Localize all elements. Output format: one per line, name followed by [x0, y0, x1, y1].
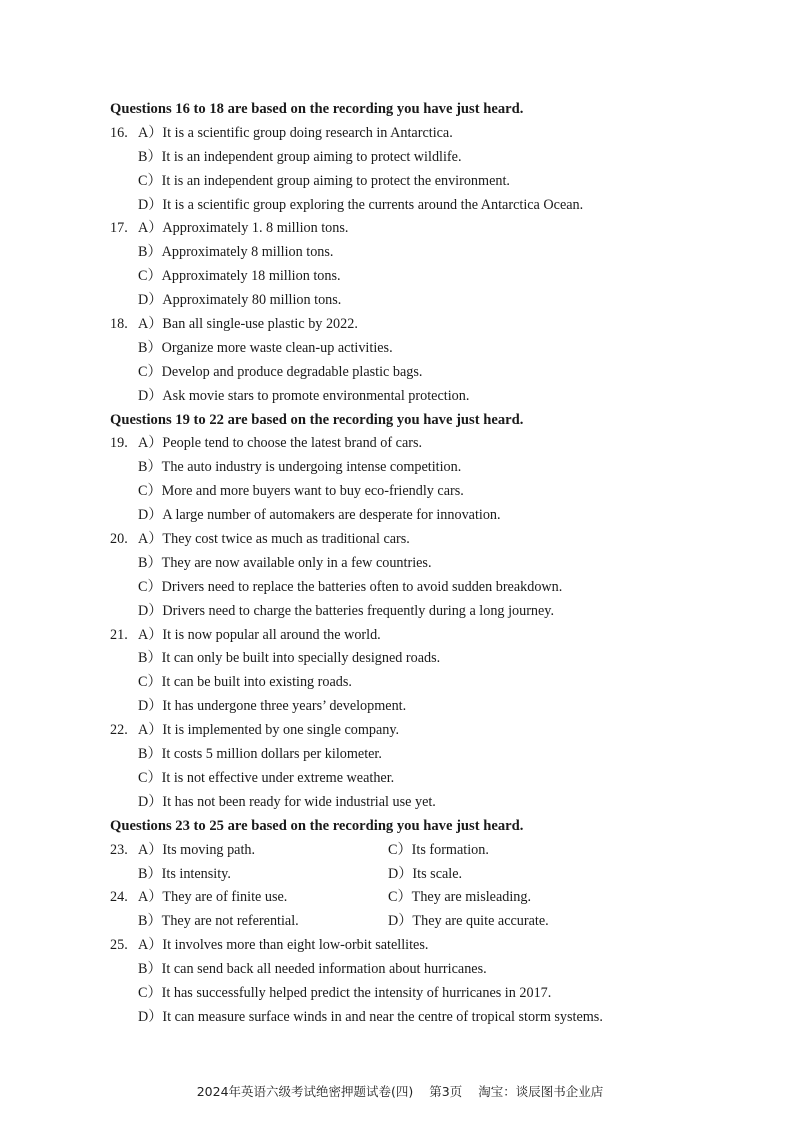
option-c: C）Drivers need to replace the batteries often to avoid sudden breakdown. — [138, 578, 563, 595]
option-a: A）It involves more than eight low-orbit satellites. — [138, 937, 429, 954]
question-number: 21. — [110, 626, 128, 643]
option-c: C）It is an independent group aiming to protect the environment. — [138, 172, 510, 189]
option-d: D）They are quite accurate. — [388, 913, 549, 930]
option-a: A）It is implemented by one single company. — [138, 722, 400, 739]
section-heading: Questions 23 to 25 are based on the recording you have just heard. — [110, 817, 524, 834]
option-a: A）People tend to choose the latest brand of cars. — [138, 435, 423, 452]
option-c: C）Its formation. — [388, 841, 489, 858]
question-number: 20. — [110, 531, 128, 548]
option-a: A）Approximately 1. 8 million tons. — [138, 220, 349, 237]
page-footer — [0, 1082, 800, 1100]
question-number: 22. — [110, 722, 128, 739]
option-c: C）It has successfully helped predict the intensity of hurricanes in 2017. — [138, 984, 552, 1001]
option-d: D）Ask movie stars to promote environmental protection. — [138, 387, 470, 404]
question-21 — [110, 624, 670, 648]
option-c: C）Approximately 18 million tons. — [138, 268, 341, 285]
option-a: A）Its moving path. — [138, 841, 256, 858]
question-19 — [110, 432, 670, 456]
option-a: A）Ban all single-use plastic by 2022. — [138, 316, 358, 333]
question-23 — [110, 839, 670, 863]
question-20 — [110, 528, 670, 552]
option-c: C）More and more buyers want to buy eco-friendly cars. — [138, 483, 464, 500]
section-heading: Questions 19 to 22 are based on the recording you have just heard. — [110, 411, 524, 428]
question-number: 18. — [110, 316, 128, 333]
footer-shop: 淘宝：谈辰图书企业店 — [478, 1084, 604, 1099]
option-b: B）They are not referential. — [138, 913, 299, 930]
question-17 — [110, 217, 670, 241]
option-d: D）Drivers need to charge the batteries frequently during a long journey. — [138, 602, 555, 619]
option-d: D）It has not been ready for wide industrial use yet. — [138, 793, 436, 810]
question-16 — [110, 122, 670, 146]
question-number: 25. — [110, 937, 128, 954]
question-number: 24. — [110, 889, 128, 906]
option-b: B）Approximately 8 million tons. — [138, 244, 334, 261]
option-a: A）It is now popular all around the world. — [138, 626, 381, 643]
question-18 — [110, 313, 670, 337]
option-a: A）It is a scientific group doing research in Antarctica. — [138, 124, 453, 141]
option-a: A）They cost twice as much as traditional cars. — [138, 531, 410, 548]
option-d: D）Its scale. — [388, 865, 463, 882]
question-number: 19. — [110, 435, 128, 452]
option-c: C）It is not effective under extreme weather. — [138, 769, 395, 786]
question-number: 17. — [110, 220, 128, 237]
footer-title: 2024年英语六级考试绝密押题试卷(四) — [196, 1084, 414, 1099]
option-b: B）It is an independent group aiming to protect wildlife. — [138, 148, 462, 165]
option-c: C）It can be built into existing roads. — [138, 674, 352, 691]
option-c: C）They are misleading. — [388, 889, 532, 906]
question-22 — [110, 719, 670, 743]
option-b: B）They are now available only in a few countries. — [138, 554, 432, 571]
question-25 — [110, 934, 670, 958]
option-b: B）Its intensity. — [138, 865, 231, 882]
option-b: B）Organize more waste clean-up activities. — [138, 339, 393, 356]
footer-page-number: 第3页 — [429, 1084, 463, 1099]
question-number: 16. — [110, 124, 128, 141]
option-d: D）A large number of automakers are desperate for innovation. — [138, 507, 501, 524]
option-b: B）It can send back all needed information about hurricanes. — [138, 961, 487, 978]
option-d: D）It has undergone three years’ development. — [138, 698, 407, 715]
option-d: D）It is a scientific group exploring the currents around the Antarctica Ocean. — [138, 196, 584, 213]
question-number: 23. — [110, 841, 128, 858]
question-24 — [110, 886, 670, 910]
section-heading: Questions 16 to 18 are based on the recording you have just heard. — [110, 101, 524, 117]
option-a: A）They are of finite use. — [138, 889, 288, 906]
option-c: C）Develop and produce degradable plastic bags. — [138, 363, 423, 380]
listening-section — [110, 98, 670, 1030]
option-b: B）It costs 5 million dollars per kilometer. — [138, 746, 382, 763]
option-d: D）Approximately 80 million tons. — [138, 292, 342, 309]
option-b: B）The auto industry is undergoing intense competition. — [138, 459, 462, 476]
option-b: B）It can only be built into specially designed roads. — [138, 650, 441, 667]
option-d: D）It can measure surface winds in and near the centre of tropical storm systems. — [138, 1008, 603, 1025]
